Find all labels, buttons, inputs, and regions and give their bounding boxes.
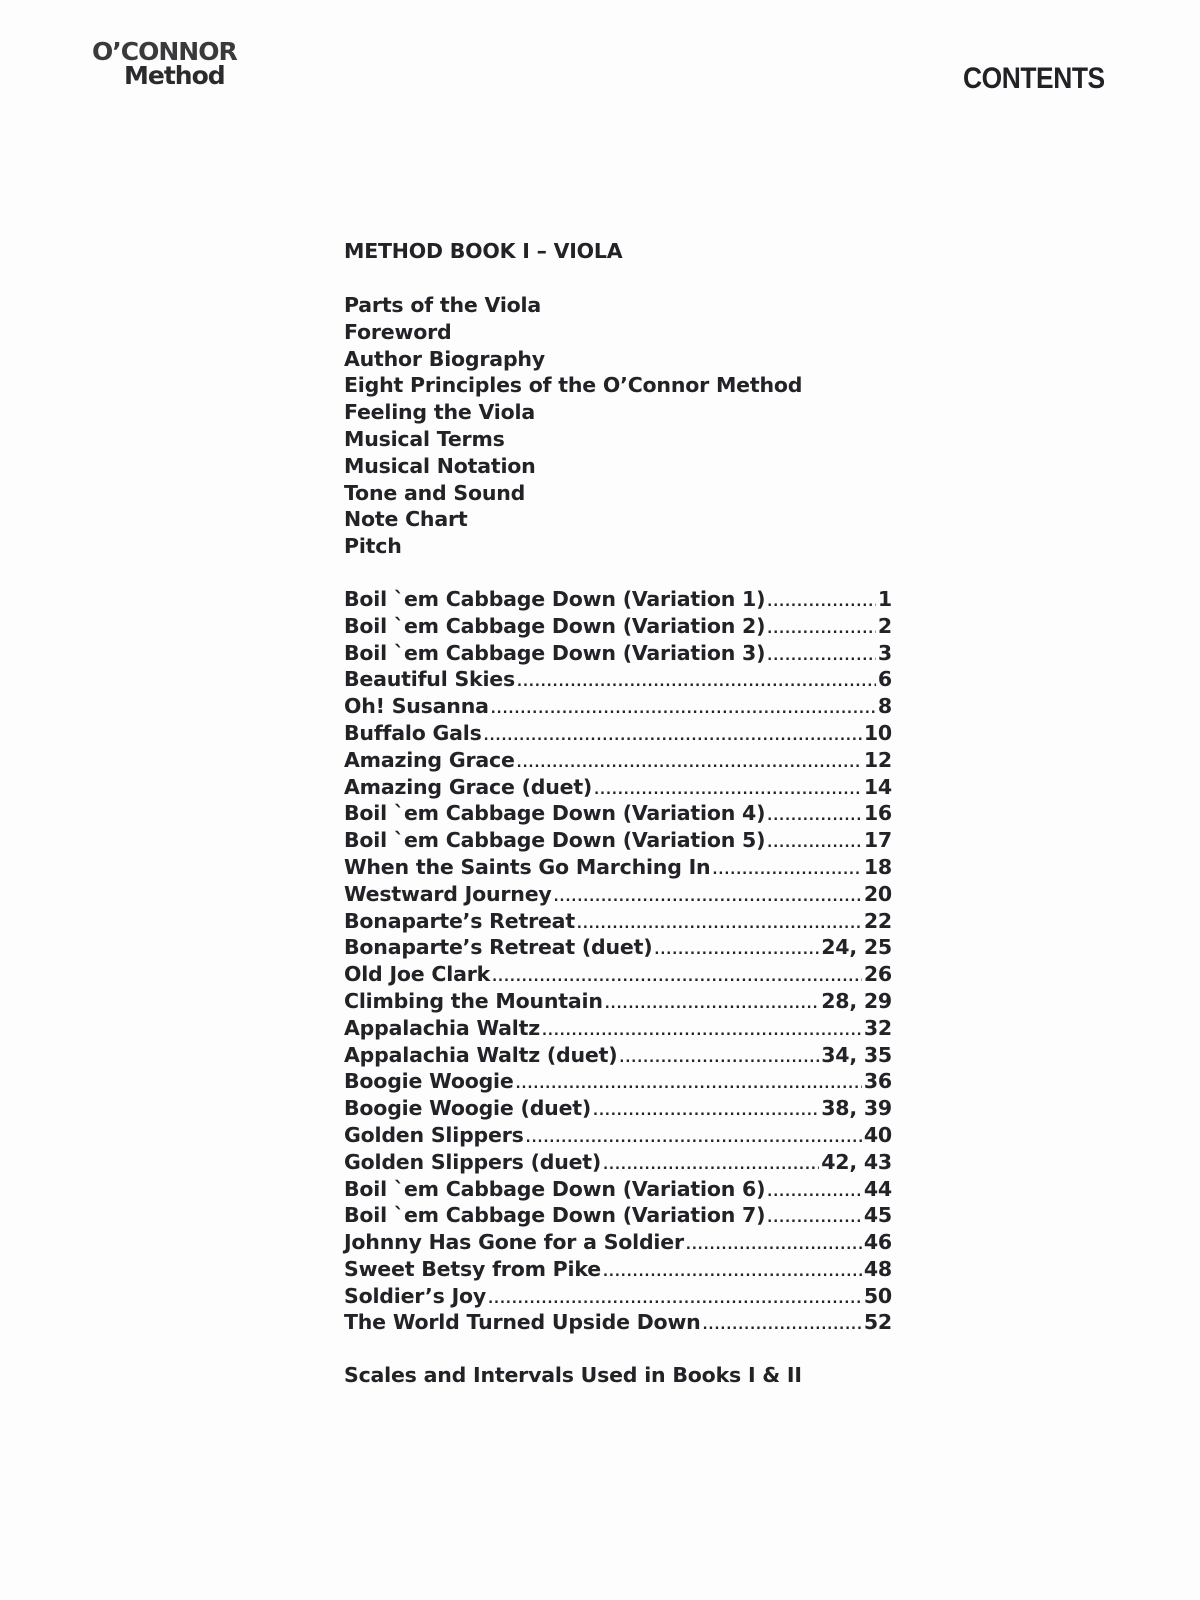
toc-entry-title: Golden Slippers xyxy=(344,1122,524,1147)
toc-entry-title: Boil `em Cabbage Down (Variation 6) xyxy=(344,1176,766,1201)
toc-entry xyxy=(344,586,892,613)
leader-dots xyxy=(484,724,862,751)
toc-entry xyxy=(344,961,892,988)
toc-entry-page: 26 xyxy=(863,962,892,987)
toc-entry xyxy=(344,774,892,801)
logo-line-1: O’CONNOR xyxy=(92,37,237,66)
toc-entry-title: Sweet Betsy from Pike xyxy=(344,1256,601,1281)
toc-entry-title: Bonaparte’s Retreat xyxy=(344,908,575,933)
back-matter-item: Scales and Intervals Used in Books I & II xyxy=(344,1363,802,1388)
toc-entry-title: Westward Journey xyxy=(344,881,552,906)
toc-entry-title: Boil `em Cabbage Down (Variation 2) xyxy=(344,613,766,638)
toc-entry-page: 42, 43 xyxy=(821,1149,892,1174)
front-matter-item: Eight Principles of the O’Connor Method xyxy=(344,373,803,398)
toc-entry-title: When the Saints Go Marching In xyxy=(344,854,711,879)
toc-entry-page: 48 xyxy=(863,1256,892,1281)
toc-entry xyxy=(344,988,892,1015)
book-title: METHOD BOOK I – VIOLA xyxy=(344,239,623,263)
toc-entry-page: 1 xyxy=(877,586,892,611)
toc-entry-page: 14 xyxy=(863,774,892,799)
front-matter-list xyxy=(344,292,892,560)
leader-dots xyxy=(767,831,862,858)
toc-entry xyxy=(344,1015,892,1042)
toc-entry-page: 16 xyxy=(863,801,892,826)
toc-entry-page: 50 xyxy=(863,1283,892,1308)
front-matter-item: Author Biography xyxy=(344,346,545,371)
toc-entry-title: Golden Slippers (duet) xyxy=(344,1149,602,1174)
toc-entry-page: 18 xyxy=(863,854,892,879)
front-matter-item: Tone and Sound xyxy=(344,480,526,505)
toc-entry xyxy=(344,1202,892,1229)
toc-entry-title: Boil `em Cabbage Down (Variation 4) xyxy=(344,801,766,826)
toc-entry-page: 52 xyxy=(863,1310,892,1335)
toc-entry-title: Boil `em Cabbage Down (Variation 7) xyxy=(344,1203,766,1228)
toc-entry-title: Boogie Woogie (duet) xyxy=(344,1096,592,1121)
leader-dots xyxy=(517,751,862,778)
leader-dots xyxy=(712,858,861,885)
toc-entry-page: 17 xyxy=(863,828,892,853)
toc-entry xyxy=(344,747,892,774)
toc-entry-title: Climbing the Mountain xyxy=(344,988,603,1013)
toc-entry xyxy=(344,720,892,747)
toc-entry-page: 32 xyxy=(863,1015,892,1040)
toc-entry-title: Buffalo Gals xyxy=(344,720,482,745)
oconnor-method-logo xyxy=(92,37,272,90)
toc-entry xyxy=(344,613,892,640)
leader-dots xyxy=(517,670,876,697)
toc-entry-title: Old Joe Clark xyxy=(344,962,491,987)
toc-entry xyxy=(344,934,892,961)
page-title: CONTENTS xyxy=(963,62,1105,95)
toc-entry-title: Appalachia Waltz (duet) xyxy=(344,1042,618,1067)
toc-entry xyxy=(344,827,892,854)
leader-dots xyxy=(603,1260,862,1287)
toc-entry-page: 2 xyxy=(877,613,892,638)
toc-entry-page: 44 xyxy=(863,1176,892,1201)
toc-entry-page: 12 xyxy=(863,747,892,772)
toc-entry-page: 38, 39 xyxy=(821,1096,892,1121)
toc-entry-page: 3 xyxy=(877,640,892,665)
toc-entry-page: 20 xyxy=(863,881,892,906)
toc-entry xyxy=(344,908,892,935)
leader-dots xyxy=(605,992,819,1019)
toc-entry-title: Amazing Grace (duet) xyxy=(344,774,593,799)
front-matter-item: Feeling the Viola xyxy=(344,400,535,425)
toc-entry-title: Boogie Woogie xyxy=(344,1069,514,1094)
front-matter-item: Foreword xyxy=(344,319,452,344)
leader-dots xyxy=(593,1099,819,1126)
toc-entry-title: Appalachia Waltz xyxy=(344,1015,540,1040)
front-matter-item: Pitch xyxy=(344,534,402,559)
toc-entry-title: Bonaparte’s Retreat (duet) xyxy=(344,935,653,960)
toc-entry-title: Boil `em Cabbage Down (Variation 1) xyxy=(344,586,766,611)
front-matter-item: Note Chart xyxy=(344,507,468,532)
leader-dots xyxy=(767,617,876,644)
leader-dots xyxy=(686,1233,862,1260)
leader-dots xyxy=(767,1206,862,1233)
leader-dots xyxy=(516,1072,862,1099)
leader-dots xyxy=(619,1046,819,1073)
leader-dots xyxy=(767,590,876,617)
toc-entry-page: 40 xyxy=(863,1122,892,1147)
toc-entry xyxy=(344,1042,892,1069)
toc-entry-title: Boil `em Cabbage Down (Variation 3) xyxy=(344,640,766,665)
toc-entry xyxy=(344,854,892,881)
contents-main xyxy=(344,238,892,1389)
toc-entry xyxy=(344,1122,892,1149)
leader-dots xyxy=(542,1019,862,1046)
toc-entry-title: Beautiful Skies xyxy=(344,667,515,692)
toc-entry xyxy=(344,1149,892,1176)
toc-entry xyxy=(344,666,892,693)
logo-line-2: Method xyxy=(124,60,225,90)
toc-entry-page: 34, 35 xyxy=(821,1042,892,1067)
toc-entry-page: 36 xyxy=(863,1069,892,1094)
toc-entry-page: 8 xyxy=(877,694,892,719)
toc-entry-page: 46 xyxy=(863,1230,892,1255)
toc-entry xyxy=(344,881,892,908)
toc-entry xyxy=(344,1176,892,1203)
leader-dots xyxy=(488,1287,862,1314)
front-matter-item: Musical Terms xyxy=(344,426,505,451)
leader-dots xyxy=(554,885,862,912)
toc-entry xyxy=(344,1068,892,1095)
leader-dots xyxy=(767,804,862,831)
toc-entry xyxy=(344,1229,892,1256)
toc-entry xyxy=(344,1283,892,1310)
toc-entry-title: Soldier’s Joy xyxy=(344,1283,487,1308)
toc-entry xyxy=(344,1095,892,1122)
toc-entry-title: Oh! Susanna xyxy=(344,694,489,719)
leader-dots xyxy=(492,965,862,992)
front-matter-item: Musical Notation xyxy=(344,453,536,478)
toc-entry-title: Boil `em Cabbage Down (Variation 5) xyxy=(344,828,766,853)
leader-dots xyxy=(767,1180,862,1207)
leader-dots xyxy=(703,1313,862,1340)
toc-entry-page: 24, 25 xyxy=(821,935,892,960)
leader-dots xyxy=(491,697,876,724)
toc-entry xyxy=(344,640,892,667)
toc-entry-page: 6 xyxy=(877,667,892,692)
leader-dots xyxy=(577,912,862,939)
toc-entry-page: 22 xyxy=(863,908,892,933)
leader-dots xyxy=(594,778,862,805)
leader-dots xyxy=(603,1153,819,1180)
toc-entry xyxy=(344,1256,892,1283)
leader-dots xyxy=(767,644,876,671)
toc-entry-title: Amazing Grace xyxy=(344,747,515,772)
toc-list xyxy=(344,586,892,1336)
toc-entry-title: The World Turned Upside Down xyxy=(344,1310,701,1335)
toc-entry-page: 28, 29 xyxy=(821,988,892,1013)
toc-entry-title: Johnny Has Gone for a Soldier xyxy=(344,1230,684,1255)
toc-entry-page: 45 xyxy=(863,1203,892,1228)
leader-dots xyxy=(526,1126,862,1153)
leader-dots xyxy=(654,938,819,965)
toc-entry xyxy=(344,1309,892,1336)
front-matter-item: Parts of the Viola xyxy=(344,293,542,317)
toc-entry xyxy=(344,800,892,827)
toc-entry xyxy=(344,693,892,720)
toc-entry-page: 10 xyxy=(863,720,892,745)
